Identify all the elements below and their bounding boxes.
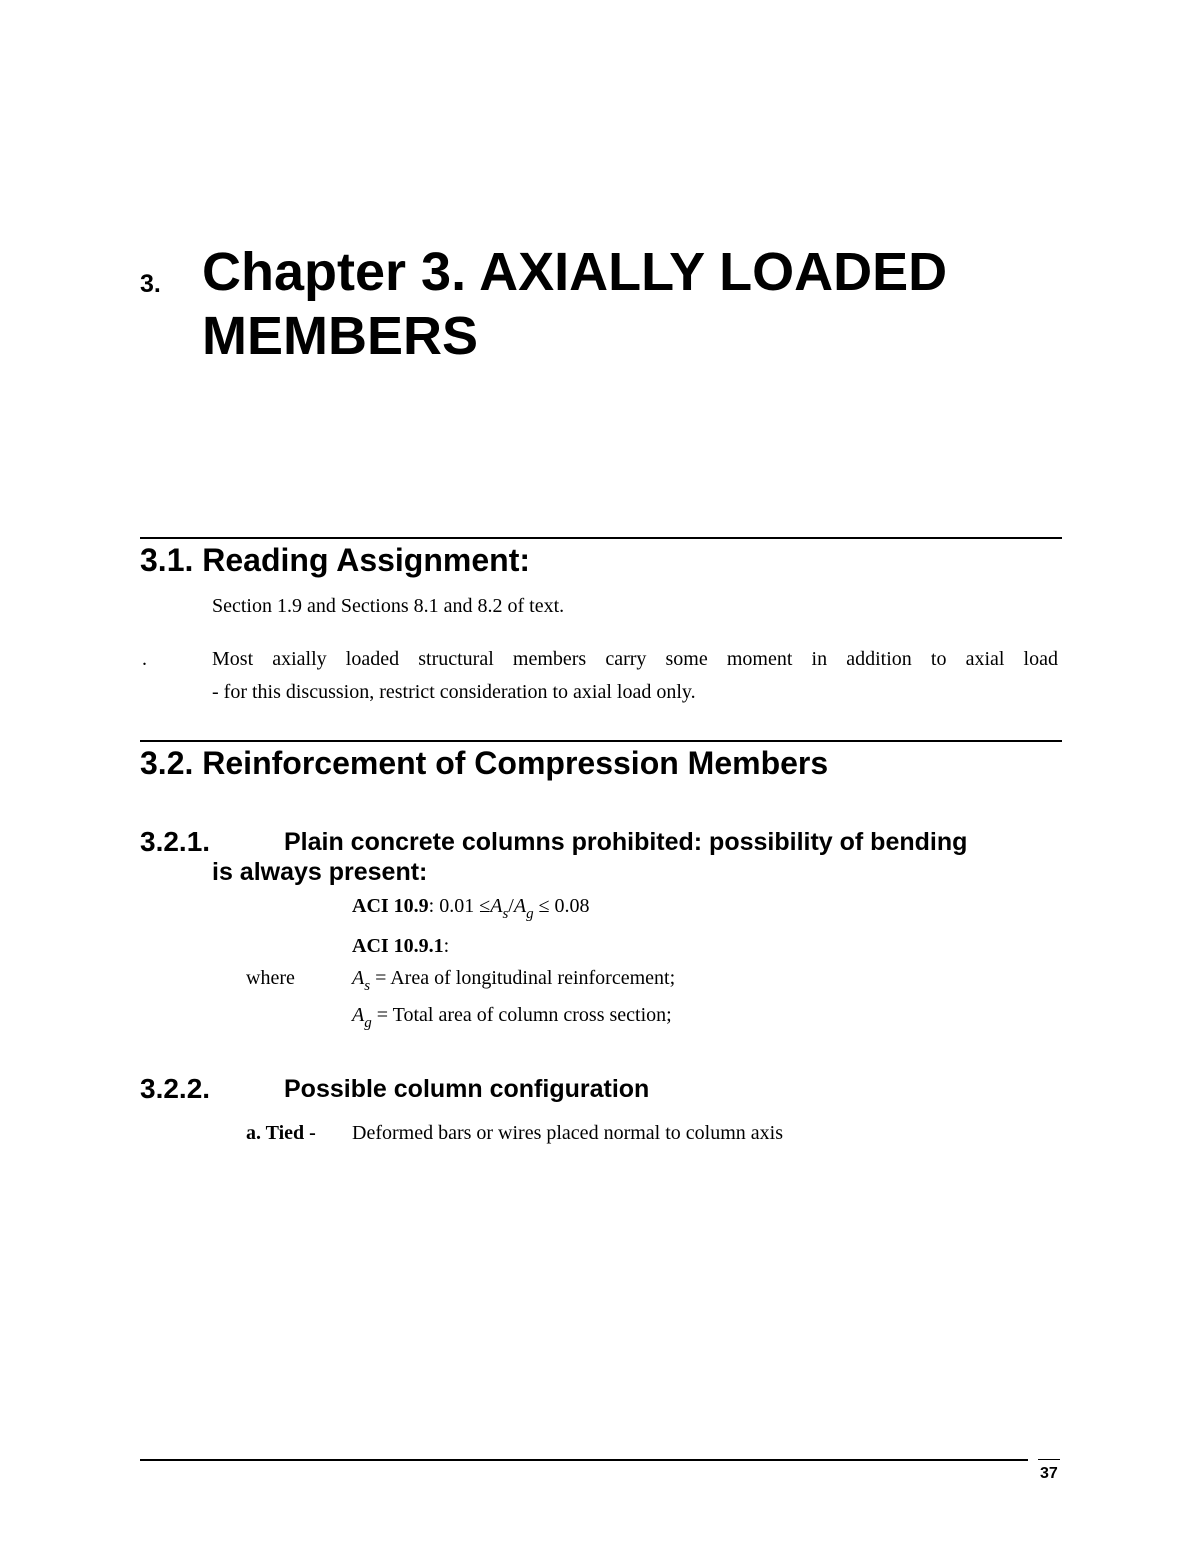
chapter-number: 3. <box>140 270 161 298</box>
ratio-upper-bound: ≤ 0.08 <box>533 895 590 917</box>
bullet-marker: . <box>142 648 147 670</box>
area-symbol: A <box>490 895 503 917</box>
chapter-title-line-2: MEMBERS <box>202 306 479 366</box>
ratio-slash: / <box>508 895 514 917</box>
ag-definition-text: = Total area of column cross section; <box>371 1004 672 1026</box>
section-3-2-1-number: 3.2.1. <box>140 826 211 857</box>
subscript-s: s <box>364 978 371 994</box>
aci-10-9-equation <box>352 890 590 923</box>
ag-definition <box>352 999 672 1032</box>
tied-description: Deformed bars or wires placed normal to column axis <box>352 1122 783 1144</box>
paragraph-line-2: - for this discussion, restrict consideration to axial load only. <box>212 681 696 703</box>
as-definition <box>352 962 675 995</box>
page-number: 37 <box>1040 1465 1058 1482</box>
aci-10-9-1-label: ACI 10.9.1 <box>352 935 444 957</box>
footer-rule <box>140 1459 1028 1461</box>
area-symbol: A <box>513 895 527 917</box>
tied-label: a. Tied - <box>246 1122 316 1144</box>
ratio-lower-bound: : 0.01 ≤ <box>428 895 491 917</box>
section-3-1-heading: 3.1. Reading Assignment: <box>140 542 530 578</box>
section-divider <box>140 537 1062 539</box>
section-3-2-1-title-line-1: Plain concrete columns prohibited: possibility of bending <box>284 828 968 856</box>
subscript-g: g <box>526 906 534 922</box>
where-label: where <box>246 967 295 989</box>
subscript-s: s <box>502 906 509 922</box>
section-3-2-heading: 3.2. Reinforcement of Compression Members <box>140 745 829 781</box>
page-number-rule <box>1038 1459 1060 1460</box>
paragraph-line-1: Most axially loaded structural members carry some moment in addition to axial load <box>212 648 1058 670</box>
aci-10-9-1-line <box>352 930 449 963</box>
subscript-g: g <box>364 1015 372 1031</box>
colon: : <box>443 935 450 957</box>
as-definition-text: = Area of longitudinal reinforcement; <box>370 967 676 989</box>
area-symbol: A <box>352 1004 365 1026</box>
reading-assignment-text: Section 1.9 and Sections 8.1 and 8.2 of text. <box>212 595 565 617</box>
chapter-title-line-1: Chapter 3. AXIALLY LOADED <box>202 242 948 302</box>
area-symbol: A <box>352 967 365 989</box>
chapter-title <box>202 240 1102 368</box>
section-3-2-2-number: 3.2.2. <box>140 1073 211 1104</box>
section-3-2-2-title: Possible column configuration <box>284 1075 650 1103</box>
aci-10-9-label: ACI 10.9 <box>352 895 429 917</box>
section-3-2-1-title-line-2: is always present: <box>212 858 428 886</box>
section-divider <box>140 740 1062 742</box>
